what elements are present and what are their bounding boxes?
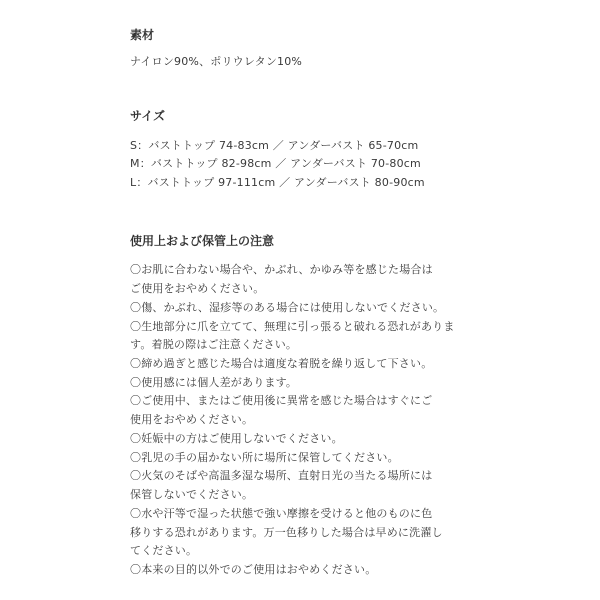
caution-line: 〇締め過ぎと感じた場合は適度な着脱を繰り返して下さい。 [130,357,433,370]
caution-heading: 使用上および保管上の注意 [130,234,275,248]
size-heading: サイズ [130,109,166,123]
caution-line: てください。 [130,544,198,557]
size-row-l: L：バストトップ 97-111cm ／ アンダーバスト 80-90cm [130,176,425,189]
caution-line: ご使用をおやめください。 [130,282,265,295]
caution-line: 〇ご使用中、またはご使用後に異常を感じた場合はすぐにご [130,394,433,407]
material-heading: 素材 [130,28,155,42]
caution-line: 使用をおやめください。 [130,413,254,426]
caution-line: 移りする恐れがあります。万一色移りした場合は早めに洗濯し [130,526,443,539]
caution-line: 保管しないでください。 [130,488,254,501]
product-info-page [130,0,590,600]
caution-line: 〇生地部分に爪を立てて、無理に引っ張ると破れる恐れがありま [130,320,455,333]
material-text: ナイロン90%、ポリウレタン10% [130,55,303,68]
caution-line: 〇使用感には個人差があります。 [130,376,298,389]
size-row-s: S：バストトップ 74-83cm ／ アンダーバスト 65-70cm [130,139,419,152]
caution-line: 〇本来の目的以外でのご使用はおやめください。 [130,563,377,576]
caution-line: 〇お肌に合わない場合や、かぶれ、かゆみ等を感じた場合は [130,263,433,276]
caution-line: 〇傷、かぶれ、湿疹等のある場合には使用しないでください。 [130,301,445,314]
caution-line: す。着脱の際はご注意ください。 [130,338,298,351]
caution-line: 〇妊娠中の方はご使用しないでください。 [130,432,343,445]
caution-line: 〇火気のそばや高温多湿な場所、直射日光の当たる場所には [130,469,433,482]
size-row-m: M：バストトップ 82-98cm ／ アンダーバスト 70-80cm [130,157,421,170]
caution-line: 〇乳児の手の届かない所に場所に保管してください。 [130,451,399,464]
caution-line: 〇水や汗等で湿った状態で強い摩擦を受けると他のものに色 [130,507,433,520]
